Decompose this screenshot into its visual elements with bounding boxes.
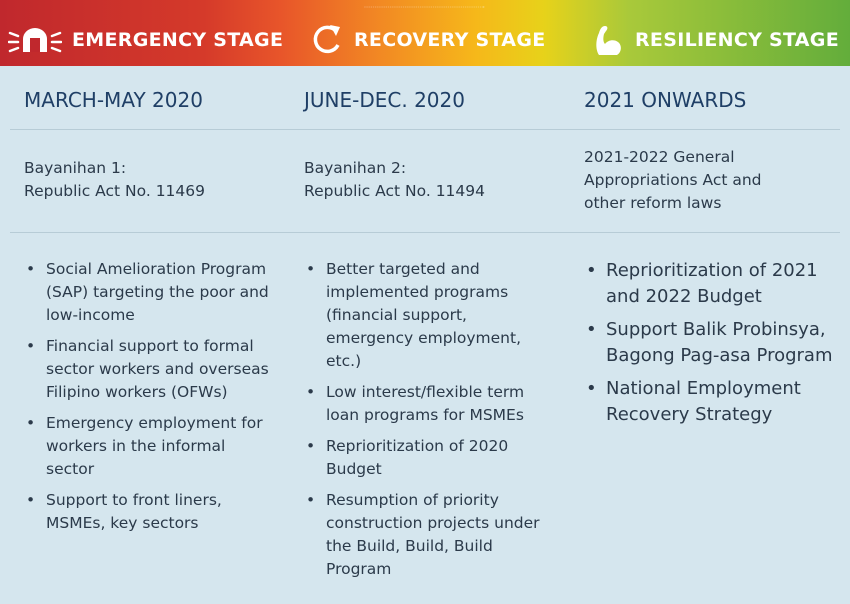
law-line: Republic Act No. 11494 bbox=[304, 182, 485, 200]
refresh-arrow-icon bbox=[310, 23, 344, 57]
list-item: • Better targeted and implemented programs (financial support, emergency employment, etc.) bbox=[304, 258, 554, 373]
stage-label: RESILIENCY STAGE bbox=[635, 29, 839, 51]
law-recovery bbox=[304, 157, 485, 203]
law-line: Bayanihan 1: bbox=[24, 159, 127, 177]
list-item: • Reprioritization of 2021 and 2022 Budget bbox=[584, 258, 834, 310]
list-item: • Low interest/flexible term loan programs for MSMEs bbox=[304, 381, 554, 427]
measures-resiliency bbox=[584, 258, 834, 435]
list-item: • Support Balik Probinsya, Bagong Pag-asa Program bbox=[584, 317, 834, 369]
period-recovery: JUNE-DEC. 2020 bbox=[304, 88, 465, 112]
measures-recovery bbox=[304, 258, 554, 589]
divider bbox=[10, 232, 840, 233]
list-item: • Emergency employment for workers in the informal sector bbox=[24, 412, 274, 481]
list-item: • Reprioritization of 2020 Budget bbox=[304, 435, 554, 481]
stage-emergency bbox=[8, 18, 283, 62]
list-item: • Financial support to formal sector workers and overseas Filipino workers (OFWs) bbox=[24, 335, 274, 404]
alarm-siren-icon bbox=[8, 25, 62, 55]
stage-label: RECOVERY STAGE bbox=[354, 29, 546, 51]
list-item: • Support to front liners, MSMEs, key sectors bbox=[24, 489, 274, 535]
measures-emergency bbox=[24, 258, 274, 543]
law-line: Republic Act No. 11469 bbox=[24, 182, 205, 200]
period-resiliency: 2021 ONWARDS bbox=[584, 88, 747, 112]
timeline-arrow bbox=[0, 6, 850, 8]
stage-label: EMERGENCY STAGE bbox=[72, 29, 284, 51]
law-emergency bbox=[24, 157, 205, 203]
list-item: • National Employment Recovery Strategy bbox=[584, 376, 834, 428]
law-line: other reform laws bbox=[584, 194, 722, 212]
period-emergency: MARCH-MAY 2020 bbox=[24, 88, 203, 112]
law-resiliency bbox=[584, 146, 762, 215]
stage-banner bbox=[0, 0, 850, 66]
flexed-arm-icon bbox=[593, 23, 625, 57]
law-line: Appropriations Act and bbox=[584, 171, 762, 189]
stage-resiliency bbox=[593, 18, 839, 62]
list-item: • Resumption of priority construction projects under the Build, Build, Build Program bbox=[304, 489, 554, 581]
law-line: 2021-2022 General bbox=[584, 148, 735, 166]
divider bbox=[10, 129, 840, 130]
law-line: Bayanihan 2: bbox=[304, 159, 407, 177]
stage-recovery bbox=[310, 18, 546, 62]
list-item: • Social Amelioration Program (SAP) targeting the poor and low-income bbox=[24, 258, 274, 327]
